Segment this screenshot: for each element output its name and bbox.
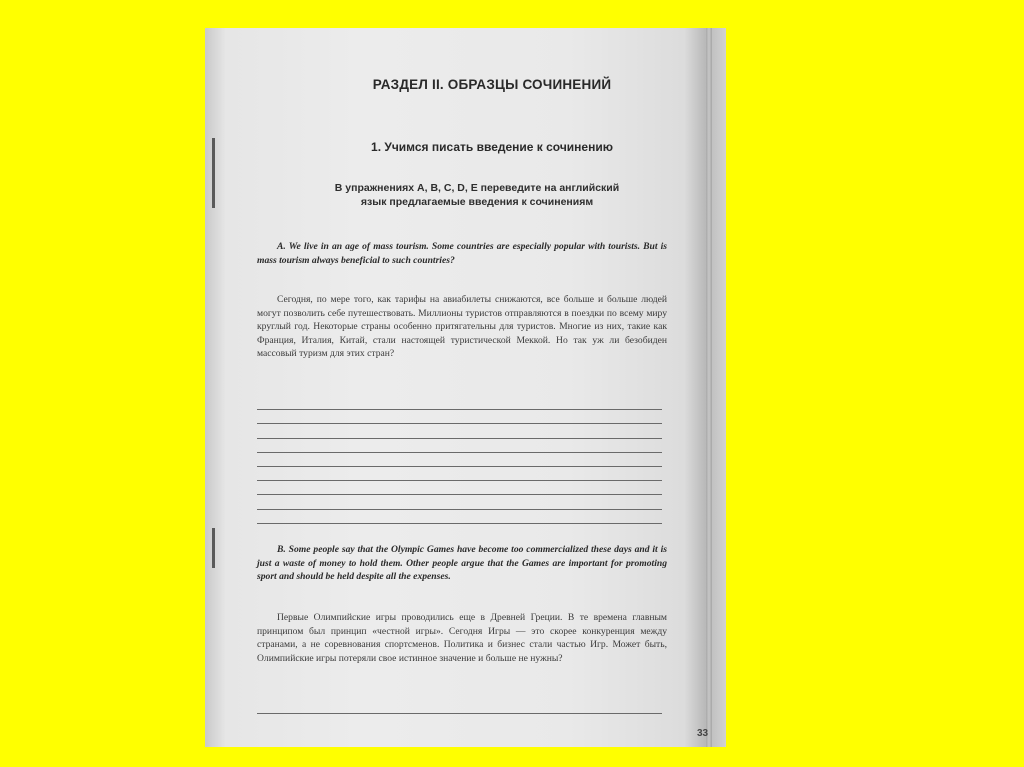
- answer-line: [257, 439, 662, 453]
- exercise-instruction: В упражнениях A, B, C, D, E переведите на английский язык предлагаемые введения к сочинениям: [334, 182, 620, 208]
- answer-line: [257, 410, 662, 424]
- task-a-prompt: A. We live in an age of mass tourism. Some countries are especially popular with tourists. But is mass tourism always beneficial to such countries?: [257, 241, 667, 266]
- scanned-page: [205, 28, 726, 747]
- binding-mark: [212, 528, 215, 568]
- task-b-text: Первые Олимпийские игры проводились еще в Древней Греции. В те времена главным принципом был принцип «честной игры». Сегодня Игры — это скорее конкуренция между странами, а не соревнования спортсменов. Политика и бизнес стали частью Игр. Может быть, Олимпийские игры потеряли свое истинное значение и больше не нужны?: [257, 612, 667, 664]
- task-b-prompt: B. Some people say that the Olympic Games have become too commercialized these days and it is just a waste of money to hold them. Other people argue that the Games are important for promoting sport and should be held despite all the expenses.: [257, 544, 667, 582]
- answer-lines-b: [257, 700, 662, 714]
- subtitle: 1. Учимся писать введение к сочинению: [371, 140, 613, 154]
- answer-line: [257, 396, 662, 410]
- answer-line: [257, 453, 662, 467]
- answer-line: [257, 481, 662, 495]
- section-title: РАЗДЕЛ II. ОБРАЗЦЫ СОЧИНЕНИЙ: [372, 77, 612, 92]
- task-a-text: Сегодня, по мере того, как тарифы на авиабилеты снижаются, все больше и больше людей могут позволить себе путешествовать. Миллионы туристов отправляются в поездки по всему миру круглый год. Некоторые страны особенно притягательны для туристов. Многие из них, такие как Франция, Италия, Китай, стали настоящей туристической Меккой. Но так уж ли безобиден массовый туризм для этих стран?: [257, 294, 667, 360]
- answer-line: [257, 495, 662, 509]
- answer-line: [257, 700, 662, 714]
- answer-lines-a: [257, 396, 662, 524]
- page-number: 33: [697, 728, 709, 739]
- page-spine-shadow: [706, 28, 712, 747]
- answer-line: [257, 467, 662, 481]
- answer-line: [257, 424, 662, 438]
- binding-mark: [212, 138, 215, 208]
- answer-line: [257, 510, 662, 524]
